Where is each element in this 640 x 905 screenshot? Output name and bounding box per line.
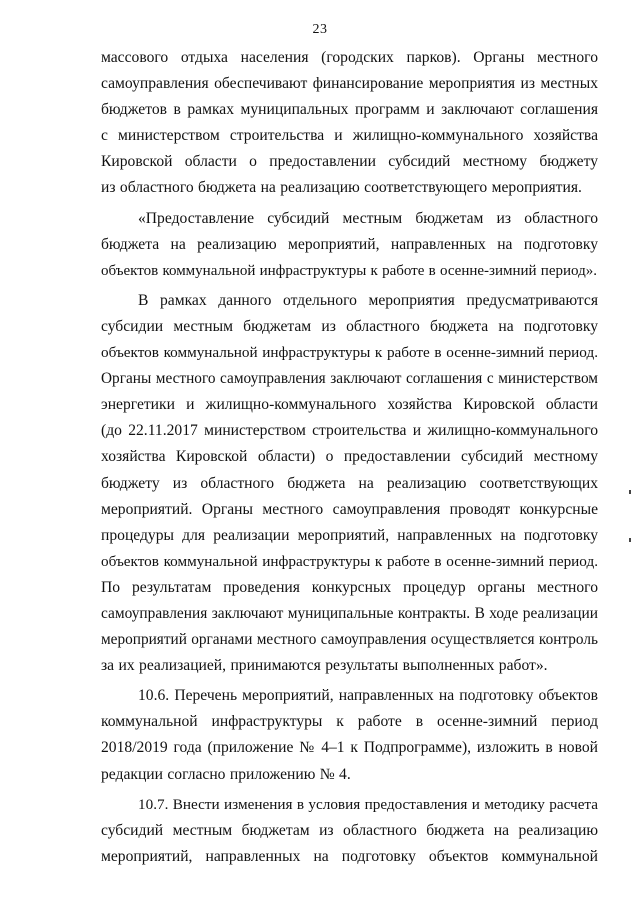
text-line: Органы местного самоуправления заключают соглашения с министерством	[101, 370, 598, 388]
text-line: энергетики и жилищно-коммунального хозяйства Кировской области	[101, 396, 598, 414]
scan-artifact	[629, 538, 631, 542]
text-line: объектов коммунальной инфраструктуры к работе в осенне-зимний период.	[101, 344, 598, 362]
text-line: мероприятий. Органы местного самоуправления проводят конкурсные	[101, 500, 598, 518]
text-line: «Предоставление субсидий местным бюджетам из областного	[138, 209, 598, 227]
text-line: самоуправления заключают муниципальные контракты. В ходе реализации	[101, 604, 598, 622]
text-line: массового отдыха населения (городских парков). Органы местного	[101, 49, 598, 66]
text-line: самоуправления обеспечивают финансирование мероприятия из местных	[101, 75, 598, 93]
text-line: хозяйства Кировской области) о предоставлении субсидий местному	[101, 448, 598, 466]
text-line: мероприятий, направленных на подготовку объектов коммунальной	[101, 847, 598, 865]
document-body	[101, 45, 598, 870]
text-line: с министерством строительства и жилищно-коммунального хозяйства	[101, 127, 598, 145]
text-line: редакции согласно приложению № 4.	[101, 765, 351, 783]
text-line: 10.6. Перечень мероприятий, направленных на подготовку объектов	[138, 687, 598, 705]
text-line: 2018/2019 года (приложение № 4–1 к Подпрограмме), изложить в новой	[101, 739, 598, 757]
text-line: из областного бюджета на реализацию соответствующего мероприятия.	[101, 179, 582, 197]
text-line: По результатам проведения конкурсных процедур органы местного	[101, 578, 598, 596]
text-line: бюджетов в рамках муниципальных программ и заключают соглашения	[101, 101, 598, 119]
text-line: коммунальной инфраструктуры к работе в осенне-зимний период	[101, 713, 598, 731]
text-line: бюджету из областного бюджета на реализацию соответствующих	[101, 474, 598, 492]
text-line: субсидий местным бюджетам из областного бюджета на реализацию	[101, 821, 598, 839]
page-number: 23	[312, 22, 328, 37]
paragraph-1	[101, 45, 598, 202]
paragraph-4	[101, 683, 598, 787]
text-line: объектов коммунальной инфраструктуры к работе в осенне-зимний период».	[101, 262, 597, 279]
text-line: мероприятий органами местного самоуправления осуществляется контроль	[101, 631, 598, 649]
text-line: бюджета на реализацию мероприятий, направленных на подготовку	[101, 235, 598, 253]
paragraph-5	[101, 792, 598, 870]
text-line: за их реализацией, принимаются результаты выполненных работ».	[101, 657, 548, 675]
text-line: В рамках данного отдельного мероприятия предусматриваются	[138, 291, 598, 309]
text-line: субсидии местным бюджетам из областного бюджета на подготовку	[101, 317, 598, 335]
text-line: (до 22.11.2017 министерством строительства и жилищно-коммунального	[101, 422, 598, 440]
paragraph-2	[101, 206, 598, 284]
scan-artifact	[629, 490, 631, 494]
text-line: Кировской области о предоставлении субсидий местному бюджету	[101, 153, 598, 171]
text-line: процедуры для реализации мероприятий, направленных на подготовку	[101, 526, 598, 544]
text-line: объектов коммунальной инфраструктуры к работе в осенне-зимний период.	[101, 552, 598, 570]
paragraph-3	[101, 288, 598, 679]
text-line: 10.7. Внести изменения в условия предоставления и методику расчета	[138, 795, 598, 813]
